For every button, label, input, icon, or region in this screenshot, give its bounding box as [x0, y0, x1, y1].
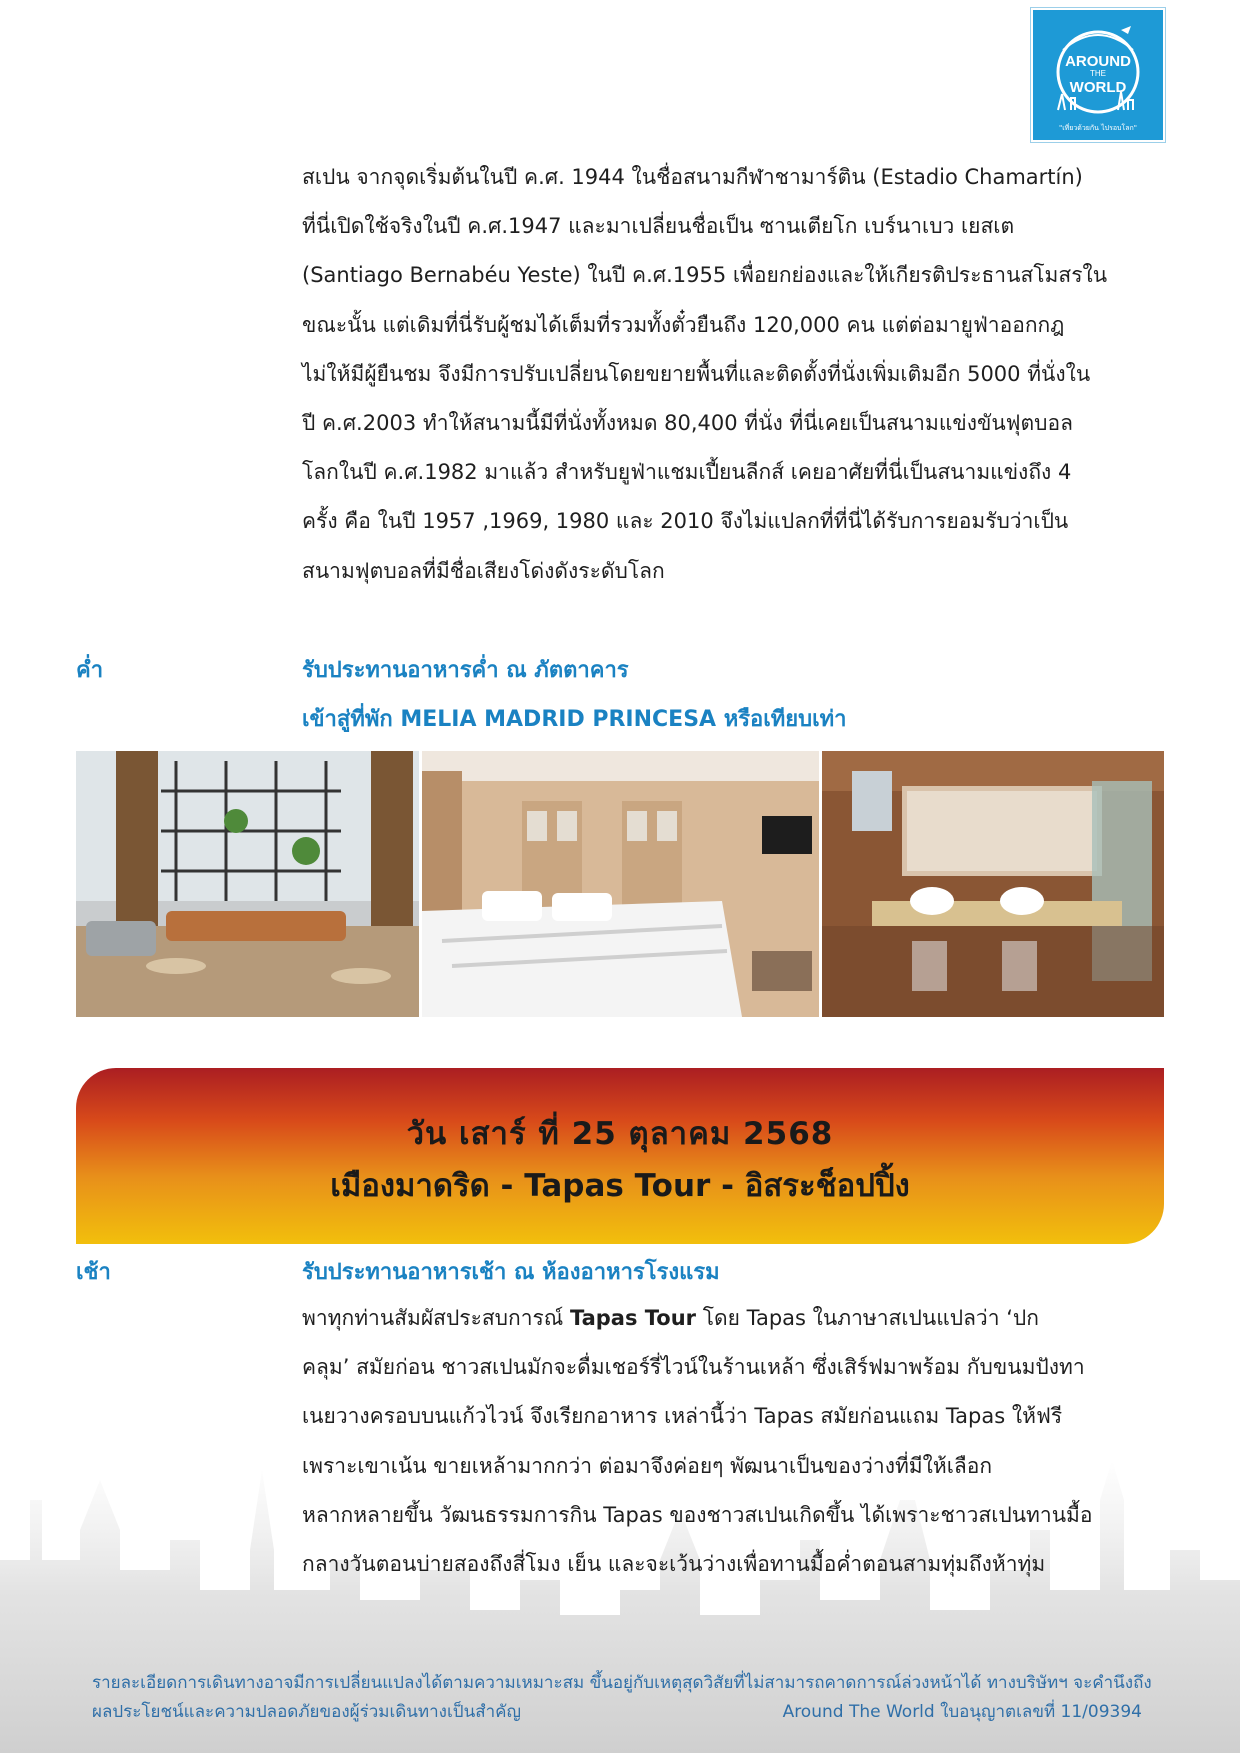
text-run: พาทุกท่านสัมผัสประสบการณ์: [302, 1306, 570, 1330]
footer-row: [92, 1698, 1142, 1727]
paragraph-line: โลกในปี ค.ศ.1982 มาแล้ว สำหรับยูฟ่าแชมเปี้ยนลีกส์ เคยอาศัยที่นี่เป็นสนามแข่งถึง 4: [302, 460, 1072, 485]
hotel-lobby-photo: [76, 751, 419, 1017]
paragraph-line: หลากหลายขึ้น วัฒนธรรมการกิน Tapas ของชาวสเปนเกิดขึ้น ได้เพราะชาวสเปนทานมื้อ: [302, 1502, 1093, 1527]
paragraph-line: (Santiago Bernabéu Yeste) ในปี ค.ศ.1955 เพื่อยกย่องและให้เกียรติประธานสโมสรใน: [302, 263, 1108, 288]
paragraph-line: [302, 1294, 1162, 1343]
hotel-photo-strip: [76, 751, 1164, 1017]
paragraph-line: ที่นี่เปิดใช้จริงในปี ค.ศ.1947 และมาเปลี่ยนชื่อเป็น ซานเตียโก เบร์นาเบว เยสเต: [302, 214, 1015, 239]
paragraph-line: สเปน จากจุดเริ่มต้นในปี ค.ศ. 1944 ในชื่อสนามกีฬาชามาร์ติน (Estadio Chamartín): [302, 165, 1083, 189]
day-subtitle: เมืองมาดริด - Tapas Tour - อิสระช็อปปิ้ง: [330, 1168, 910, 1204]
dinner-line: รับประทานอาหารค่ำ ณ ภัตตาคาร: [302, 658, 629, 683]
stadium-paragraph: [302, 153, 1162, 596]
logo-line2: THE: [1090, 69, 1106, 78]
footer-disclaimer: รายละเอียดการเดินทางอาจมีการเปลี่ยนแปลงได้ตามความเหมาะสม ขึ้นอยู่กับเหตุสุดวิสัยที่ไม่สามารถคาดการณ์ล่วงหน้าได้ ทางบริษัทฯ จะคำนึงถึง: [92, 1673, 1152, 1693]
hotel-bathroom-photo: [822, 751, 1164, 1017]
logo-line1: AROUND: [1065, 53, 1131, 70]
hotel-bedroom-photo: [422, 751, 819, 1017]
tapas-paragraph: [302, 1294, 1162, 1589]
paragraph-line: ปี ค.ศ.2003 ทำให้สนามนี้มีที่นั่งทั้งหมด 80,400 ที่นั่ง ที่นี่เคยเป็นสนามแข่งขันฟุตบอล: [302, 411, 1073, 436]
logo-line3: WORLD: [1069, 79, 1127, 96]
company-logo: [1031, 8, 1165, 142]
page-footer: [92, 1669, 1152, 1727]
paragraph-line: เพราะเขาเน้น ขายเหล้ามากกว่า ต่อมาจึงค่อยๆ พัฒนาเป็นของว่างที่มีให้เลือก: [302, 1453, 993, 1478]
paragraph-line: สนามฟุตบอลที่มีชื่อเสียงโด่งดังระดับโลก: [302, 558, 665, 583]
paragraph-line: เนยวางครอบบนแก้วไวน์ จึงเรียกอาหาร เหล่านี้ว่า Tapas สมัยก่อนแถม Tapas ให้ฟรี: [302, 1404, 1063, 1429]
dinner-label: ค่ำ: [76, 658, 104, 683]
breakfast-label: เช้า: [76, 1260, 111, 1285]
paragraph-line: ครั้ง คือ ในปี 1957 ,1969, 1980 และ 2010 จึงไม่แปลกที่ที่นี่ได้รับการยอมรับว่าเป็น: [302, 509, 1069, 534]
tapas-tour-bold: Tapas Tour: [569, 1306, 697, 1330]
globe-travel-logo-icon: [1033, 10, 1163, 140]
day-title: วัน เสาร์ ที่ 25 ตุลาคม 2568: [406, 1116, 834, 1152]
logo-tagline: "เที่ยวด้วยกัน ไปรอบโลก": [1059, 124, 1137, 132]
hotel-line: เข้าสู่ที่พัก MELIA MADRID PRINCESA หรือเทียบเท่า: [302, 707, 847, 732]
footer-disclaimer-cont: ผลประโยชน์และความปลอดภัยของผู้ร่วมเดินทางเป็นสำคัญ: [92, 1702, 521, 1722]
paragraph-line: ขณะนั้น แต่เดิมที่นี่รับผู้ชมได้เต็มที่รวมทั้งตั๋วยืนถึง 120,000 คน แต่ต่อมายูฟ่าออกกฎ: [302, 312, 1065, 337]
footer-license: Around The World ใบอนุญาตเลขที่ 11/09394: [782, 1702, 1142, 1722]
day-banner: [76, 1068, 1164, 1244]
paragraph-line: ไม่ให้มีผู้ยืนชม จึงมีการปรับเปลี่ยนโดยขยายพื้นที่และติดตั้งที่นั่งเพิ่มเติมอีก 5000 ที่นั่งใน: [302, 361, 1091, 386]
breakfast-line: รับประทานอาหารเช้า ณ ห้องอาหารโรงแรม: [302, 1260, 720, 1285]
paragraph-line: กลางวันตอนบ่ายสองถึงสี่โมง เย็น และจะเว้นว่างเพื่อทานมื้อค่ำตอนสามทุ่มถึงห้าทุ่ม: [302, 1552, 1046, 1577]
paragraph-line: คลุม’ สมัยก่อน ชาวสเปนมักจะดื่มเชอร์รี่ไวน์ในร้านเหล้า ซึ่งเสิร์ฟมาพร้อม กับขนมปังทา: [302, 1355, 1085, 1380]
text-run: โดย Tapas ในภาษาสเปนแปลว่า ‘ปก: [696, 1306, 1039, 1330]
